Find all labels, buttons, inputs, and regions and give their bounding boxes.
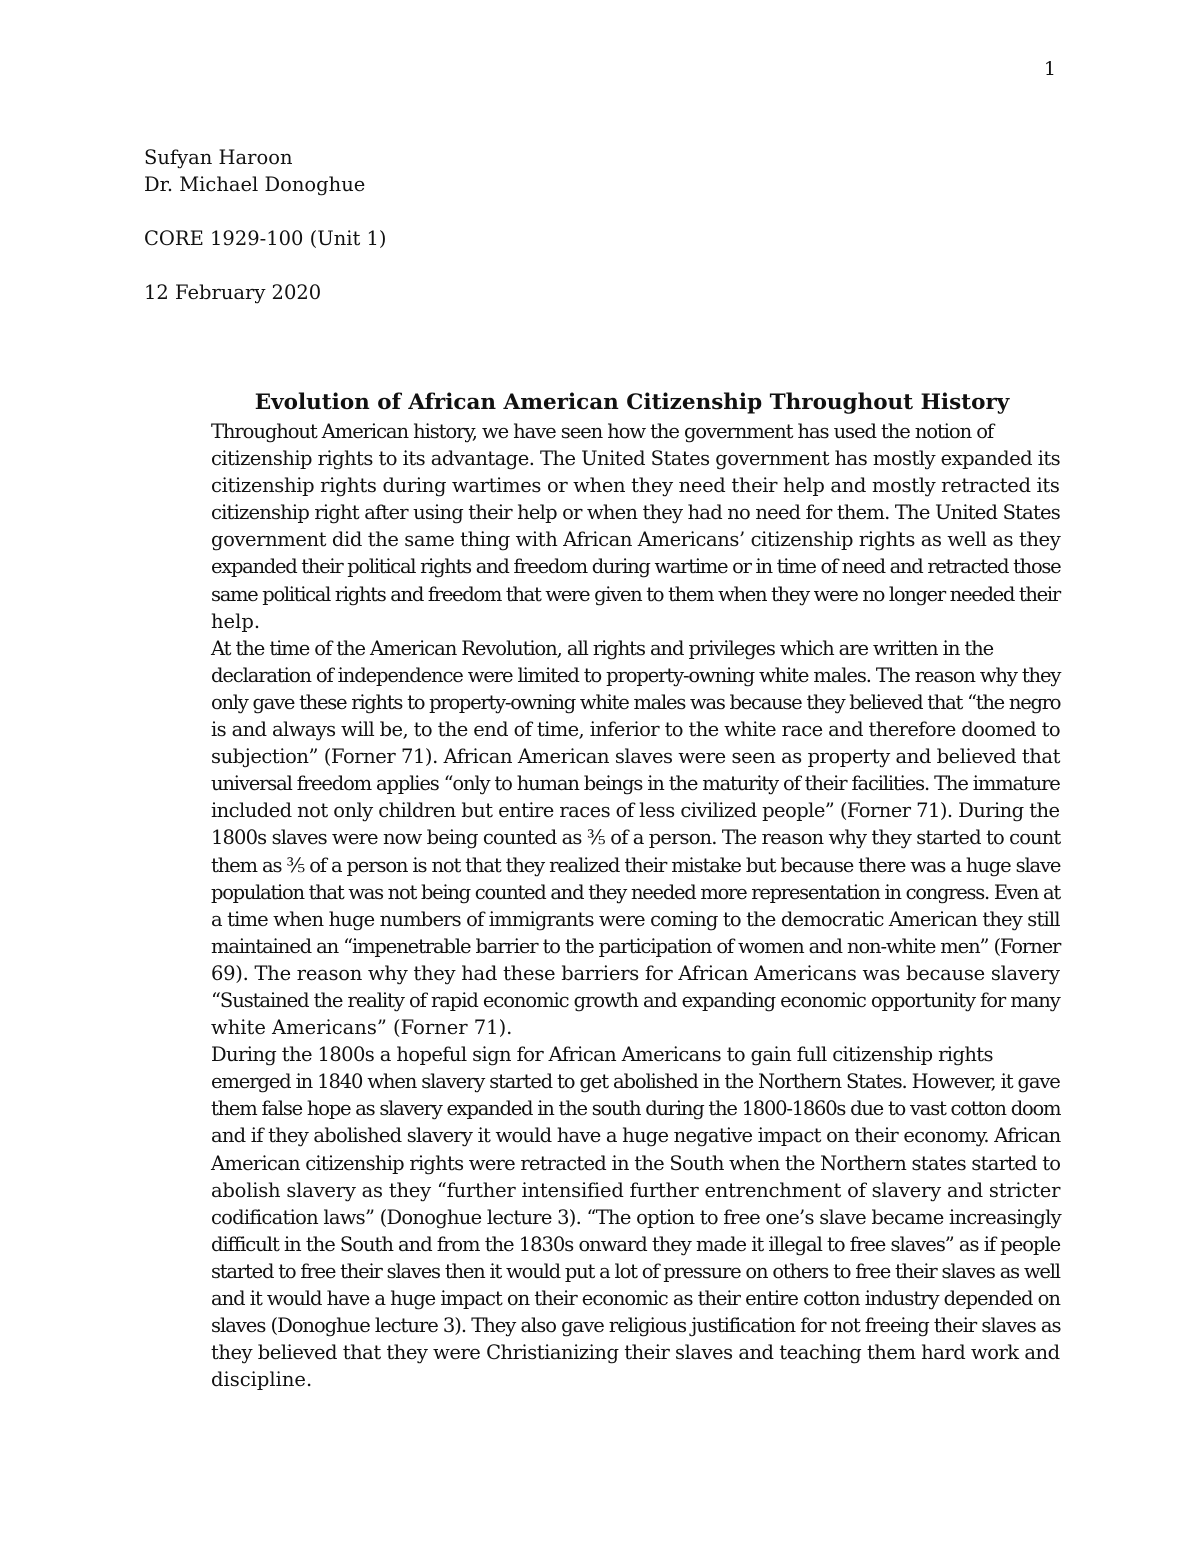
- paragraph-line: population that was not being counted and they needed more representation in congress. Even at: [211, 880, 1060, 904]
- paragraph-line: American citizenship rights were retracted in the South when the Northern states started to: [211, 1151, 1061, 1175]
- paragraph-line: help.: [211, 609, 261, 633]
- paragraph-line: and if they abolished slavery it would have a huge negative impact on their economy. African: [211, 1124, 1061, 1148]
- paragraph-line: 1800s slaves were now being counted as ⅗ of a person. The reason why they started to count: [211, 826, 1061, 850]
- paragraph-line: 69). The reason why they had these barriers for African Americans was because slavery: [211, 961, 1060, 985]
- paragraph-1: [144, 418, 1060, 635]
- paragraph-line: subjection” (Forner 71). African American slaves were seen as property and believed that: [211, 745, 1060, 769]
- essay-body: [144, 418, 1060, 1393]
- paragraph-line: difficult in the South and from the 1830s onward they made it illegal to free slaves” as if people: [211, 1232, 1061, 1256]
- paragraph-line: universal freedom applies “only to human beings in the maturity of their facilities. The immature: [211, 772, 1060, 796]
- instructor-name: Dr. Michael Donoghue: [144, 173, 366, 196]
- paragraph-line: slaves (Donoghue lecture 3). They also gave religious justification for not freeing their slaves as: [211, 1314, 1061, 1338]
- paragraph-line: declaration of independence were limited to property-owning white males. The reason why they: [211, 663, 1061, 687]
- page-number: 1: [1043, 58, 1056, 80]
- paragraph-line: is and always will be, to the end of time, inferior to the white race and therefore doomed to: [211, 718, 1060, 742]
- paragraph-line: only gave these rights to property-owning white males was because they believed that “the negro: [211, 690, 1061, 714]
- paragraph-line: started to free their slaves then it would put a lot of pressure on others to free their slaves as well: [211, 1259, 1060, 1283]
- paragraph-line: same political rights and freedom that were given to them when they were no longer needed their: [211, 582, 1060, 606]
- paragraph-line: discipline.: [211, 1368, 313, 1392]
- paragraph-line: a time when huge numbers of immigrants were coming to the democratic American they still: [211, 907, 1060, 931]
- paragraph-2: [144, 635, 1060, 1041]
- paragraph-line: codification laws” (Donoghue lecture 3). “The option to free one’s slave became increasingly: [211, 1205, 1061, 1229]
- paragraph-3: [144, 1041, 1060, 1393]
- paragraph-line: Throughout American history, we have seen how the government has used the notion of: [211, 420, 994, 443]
- paragraph-line: expanded their political rights and freedom during wartime or in time of need and retracted those: [211, 555, 1061, 579]
- paragraph-line: them false hope as slavery expanded in the south during the 1800-1860s due to vast cotton doom: [211, 1097, 1061, 1121]
- paragraph-line: “Sustained the reality of rapid economic growth and expanding economic opportunity for many: [211, 988, 1060, 1012]
- essay-title: Evolution of African American Citizenship Throughout History: [254, 390, 1010, 415]
- submission-date: 12 February 2020: [144, 281, 322, 304]
- paragraph-line: During the 1800s a hopeful sign for African Americans to gain full citizenship rights: [211, 1043, 993, 1067]
- paragraph-line: citizenship rights to its advantage. The United States government has mostly expanded its: [211, 447, 1061, 471]
- paragraph-line: government did the same thing with African Americans’ citizenship rights as well as they: [211, 528, 1061, 552]
- paragraph-line: citizenship rights during wartimes or when they need their help and mostly retracted its: [211, 474, 1060, 498]
- header-block: [144, 144, 387, 306]
- paragraph-line: At the time of the American Revolution, all rights and privileges which are written in the: [211, 636, 994, 660]
- course-code: CORE 1929-100 (Unit 1): [144, 227, 387, 250]
- paragraph-line: they believed that they were Christianizing their slaves and teaching them hard work and: [211, 1341, 1060, 1365]
- paragraph-line: white Americans” (Forner 71).: [211, 1016, 513, 1040]
- paragraph-line: citizenship right after using their help or when they had no need for them. The United States: [211, 501, 1060, 525]
- paragraph-line: and it would have a huge impact on their economic as their entire cotton industry depended on: [211, 1287, 1060, 1310]
- paragraph-line: included not only children but entire races of less civilized people” (Forner 71). During the: [211, 799, 1060, 823]
- paragraph-line: emerged in 1840 when slavery started to get abolished in the Northern States. However, it gave: [211, 1070, 1060, 1094]
- paragraph-line: them as ⅗ of a person is not that they realized their mistake but because there was a huge slave: [211, 853, 1061, 877]
- paragraph-line: maintained an “impenetrable barrier to the participation of women and non-white men” (Forner: [211, 934, 1061, 958]
- paragraph-line: abolish slavery as they “further intensified further entrenchment of slavery and stricter: [211, 1178, 1061, 1202]
- student-name: Sufyan Haroon: [144, 146, 293, 169]
